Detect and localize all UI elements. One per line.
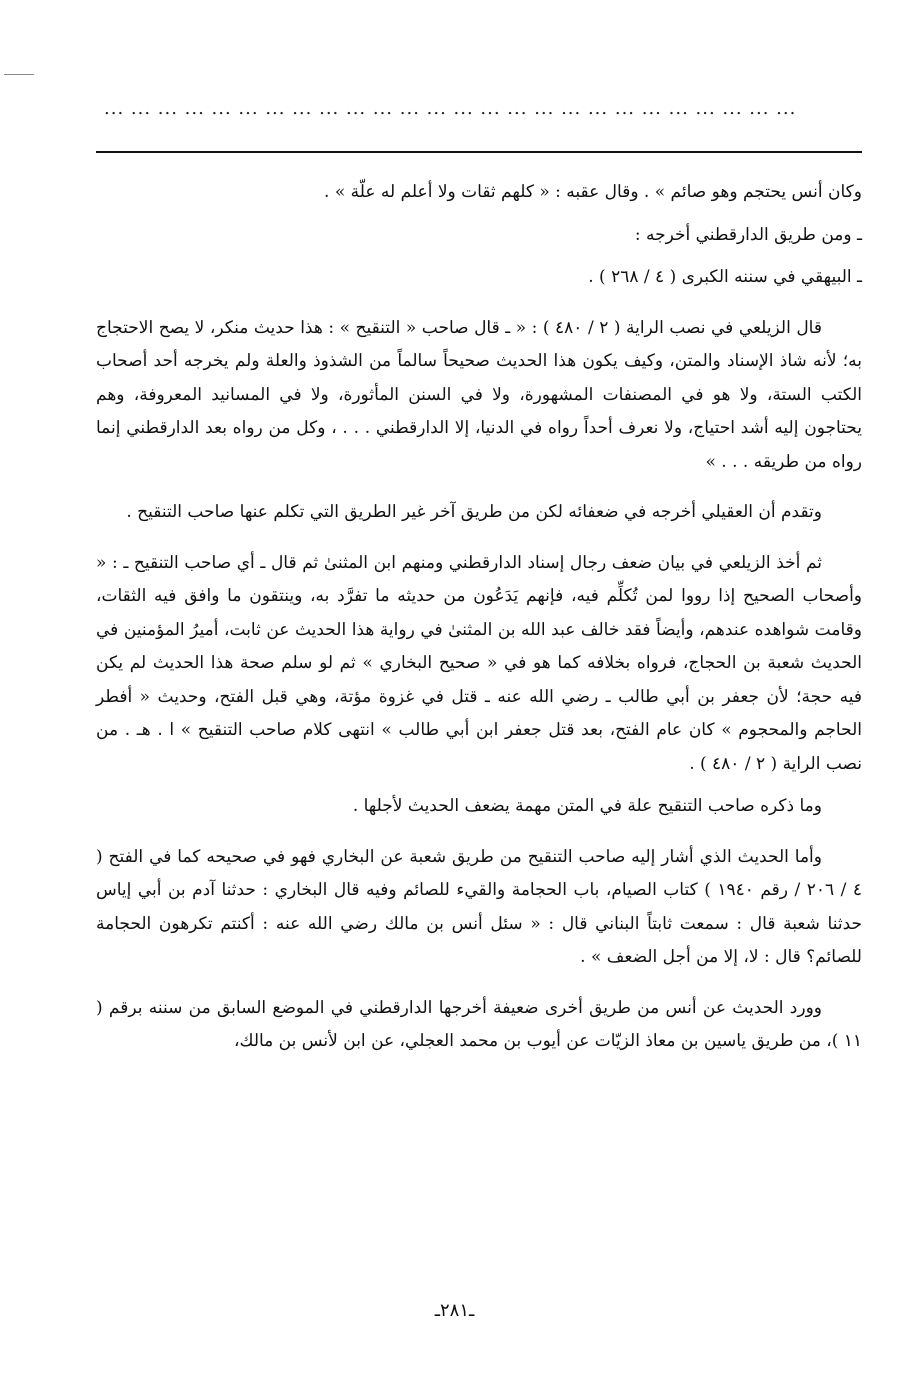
footnote-divider: [96, 151, 862, 153]
paragraph-4: قال الزيلعي في نصب الراية ( ٢ / ٤٨٠ ) : « ـ قال صاحب « التنقيح » : هذا حديث منكر، لا يصح الاحتجاج به؛ لأنه شاذ الإسناد والمتن، وكيف يكون هذا الحديث صحيحاً سالماً من الشذوذ والعلة ولم يخرجه أحد أصحاب الكتب الستة، ولا هو في المصنفات المشهورة، ولا في السنن المأثورة، ولا في المسانيد المعروفة، وهم يحتاجون إليه أشد احتياج، ولا نعرف أحداً رواه في الدنيا، إلا الدارقطني . . . ، وكل من رواه بعد الدارقطني إنما رواه من طريقه . . . »: [96, 317, 862, 472]
page-number: ـ٢٨١ـ: [434, 1300, 475, 1321]
paragraph-8: وأما الحديث الذي أشار إليه صاحب التنقيح من طريق شعبة عن البخاري فهو في صحيحه كما في الفتح ( ٤ / ٢٠٦ / رقم ١٩٤٠ ) كتاب الصيام، باب الحجامة والقيء للصائم وفيه قال البخاري : حدثنا آدم بن أبي إياس حدثنا شعبة قال : سمعت ثابتاً البناني قال : « سئل أنس بن مالك رضي الله عنه : أكنتم تكرهون الحجامة للصائم؟ قال : لا، إلا من أجل الضعف » .: [96, 846, 862, 967]
paragraph-3: ـ البيهقي في سننه الكبرى ( ٤ / ٢٦٨ ) .: [588, 267, 862, 287]
paragraph-7: وما ذكره صاحب التنقيح علة في المتن مهمة يضعف الحديث لأجلها .: [352, 796, 822, 816]
paragraph-9: وورد الحديث عن أنس من طريق أخرى ضعيفة أخرجها الدارقطني في الموضع السابق من سننه برقم ( ١١ )، من طريق ياسين بن معاذ الزيّات عن أيوب بن محمد العجلي، عن ابن لأنس بن مالك،: [96, 997, 862, 1051]
paragraph-1: وكان أنس يحتجم وهو صائم » . وقال عقبه : « كلهم ثقات ولا أعلم له علّة » .: [324, 182, 862, 202]
paragraph-5: وتقدم أن العقيلي أخرجه في ضعفائه لكن من طريق آخر غير الطريق التي تكلم عنها صاحب التنقيح .: [126, 502, 822, 522]
scan-edge-mark: [4, 74, 34, 75]
ellipsis-separator: ... ... ... ... ... ... ... ... ... ... ... ... ... ... ... ... ... ... ... ... ... ... ... ... ... ...: [104, 98, 797, 119]
paragraph-6: ثم أخذ الزيلعي في بيان ضعف رجال إسناد الدارقطني ومنهم ابن المثنىٰ ثم قال ـ أي صاحب التنقيح ـ : « وأصحاب الصحيح إذا رووا لمن تُكلِّم فيه، فإنهم يَدَعُون من حديثه ما تفرَّد به، وينتقون ما وافق فيه الثقات، وقامت شواهده عندهم، وأيضاً فقد خالف عبد الله بن المثنىٰ في رواية هذا الحديث عن ثابت، أميرُ المؤمنين في الحديث شعبة بن الحجاج، فرواه بخلافه كما هو في « صحيح البخاري » ثم لو سلم صحة هذا الحديث لم يكن فيه حجة؛ لأن جعفر بن أبي طالب ـ رضي الله عنه ـ قتل في غزوة مؤتة، وهي قبل الفتح، وحديث « أفطر الحاجم والمحجوم » كان عام الفتح، بعد قتل جعفر ابن أبي طالب » انتهى كلام صاحب التنقيح » ا . هـ . من نصب الراية ( ٢ / ٤٨٠ ) .: [96, 552, 862, 774]
paragraph-2: ـ ومن طريق الدارقطني أخرجه :: [634, 224, 862, 245]
body-text: [96, 176, 862, 1059]
